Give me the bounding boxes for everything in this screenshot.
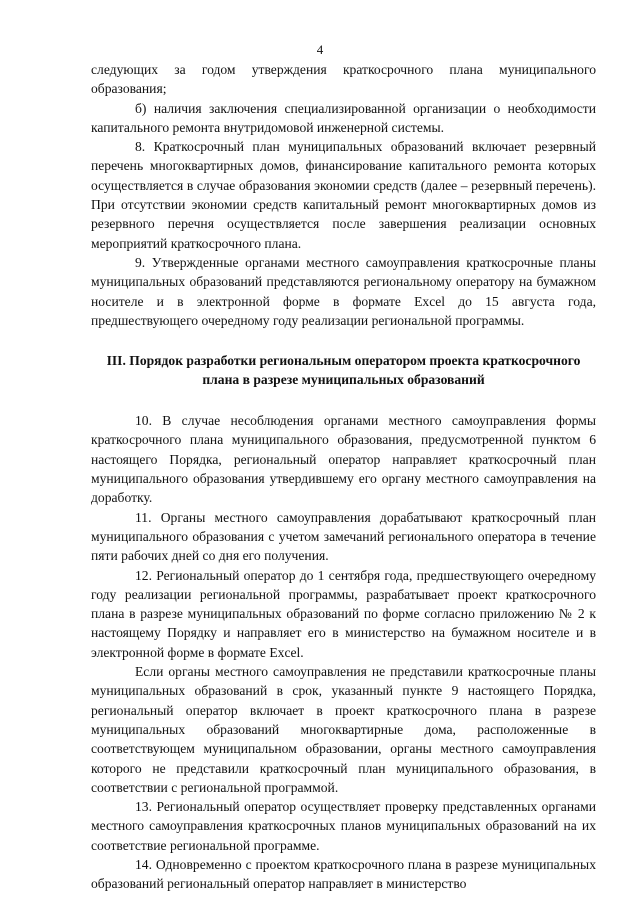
document-body [91,60,596,894]
paragraph-continuation: следующих за годом утверждения краткосрочного плана муниципального образования; [91,62,596,97]
paragraph-9: 9. Утвержденные органами местного самоуправления краткосрочные планы муниципальных образований представляются региональному оператору на бумажном носителе и в электронной форме в формате Excel до 15 августа года, предшествующего очередному году реализации региональной программы. [91,254,596,328]
paragraph-8: 8. Краткосрочный план муниципальных образований включает резервный перечень многоквартирных домов, финансирование капитального ремонта которых осуществляется в случае образования экономии средств (далее – резервный перечень). При отсутствии экономии средств капитальный ремонт многоквартирных домов из резервного перечня осуществляется после завершения реализации основных мероприятий краткосрочного плана. [91,139,596,251]
paragraph-12: 12. Региональный оператор до 1 сентября года, предшествующего очередному году реализации региональной программы, разрабатывает проект краткосрочного плана в разрезе муниципальных образований по форме согласно приложению № 2 к настоящему Порядку и направляет его в министерство на бумажном носителе и в электронной форме в формате Excel. [91,567,596,660]
paragraph-14: 14. Одновременно с проектом краткосрочного плана в разрезе муниципальных образований региональный оператор направляет в министерство [91,856,596,892]
paragraph-11: 11. Органы местного самоуправления дорабатывают краткосрочный план муниципального образования с учетом замечаний регионального оператора в течение пяти рабочих дней со дня его получения. [91,509,596,564]
paragraph-12-continuation: Если органы местного самоуправления не представили краткосрочные планы муниципальных образований в срок, указанный пункте 9 настоящего Порядка, региональный оператор включает в проект краткосрочного плана в разрезе муниципальных образований многоквартирные дома, расположенные в соответствующем муниципальном образовании, органы местного самоуправления которого не представили краткосрочный план муниципального образования, в соответствии с региональной программой. [91,664,596,795]
page-number: 4 [316,42,324,57]
paragraph-10: 10. В случае несоблюдения органами местного самоуправления формы краткосрочного плана муниципального образования, предусмотренной пунктом 6 настоящего Порядка, региональный оператор направляет краткосрочный план муниципального образования утвердившему его органу местного самоуправления на доработку. [91,413,596,506]
paragraph-13: 13. Региональный оператор осуществляет проверку представленных органами местного самоуправления краткосрочных планов муниципальных образований на их соответствие региональной программе. [91,799,596,853]
paragraph-subitem-b: б) наличия заключения специализированной организации о необходимости капитального ремонта внутридомовой инженерной системы. [91,100,596,135]
section-heading: III. Порядок разработки региональным оператором проекта краткосрочного плана в разрезе муниципальных образований [106,353,581,388]
